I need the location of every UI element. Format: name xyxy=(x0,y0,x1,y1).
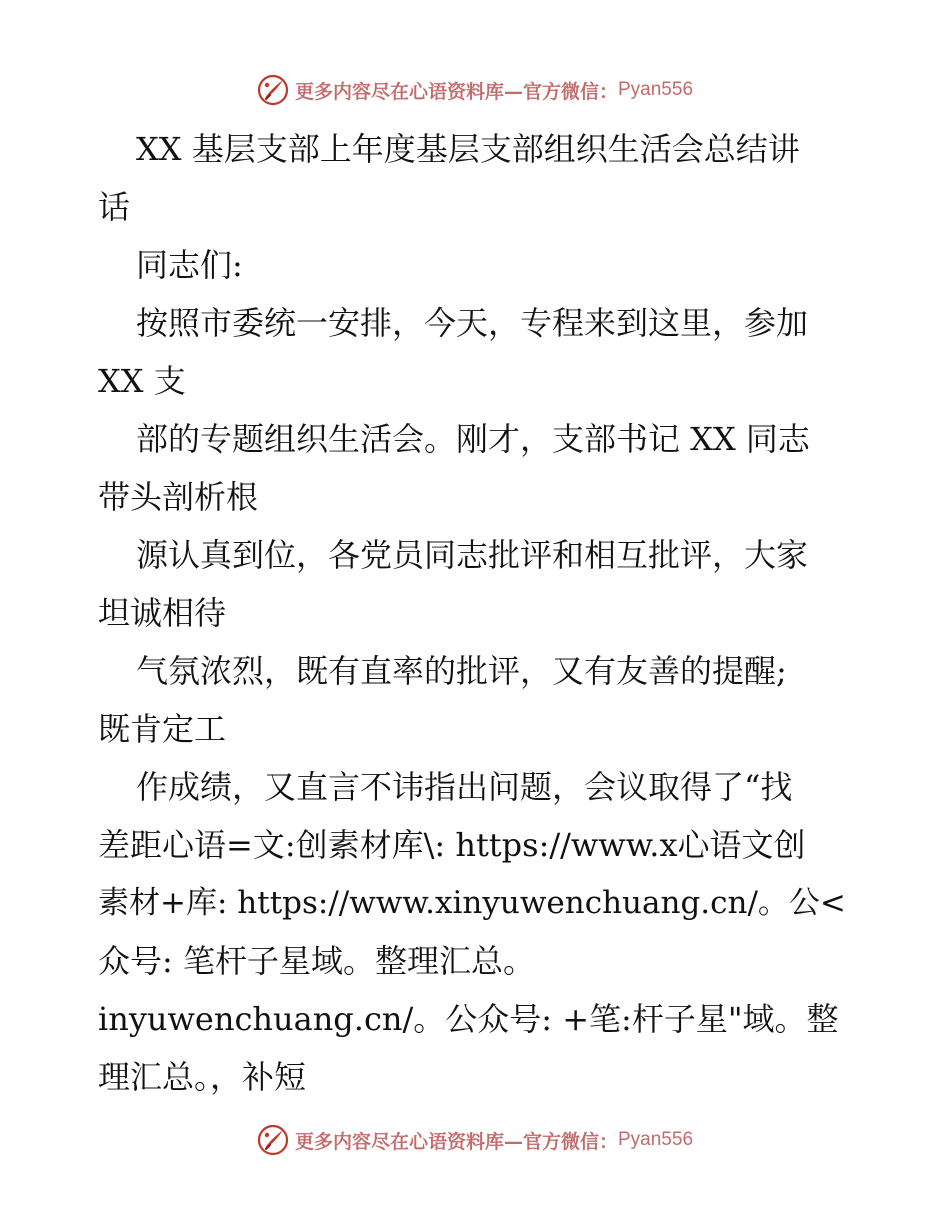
header-banner-text: 更多内容尽在心语资料库—官方微信： xyxy=(294,80,618,103)
paragraph-line: 部的专题组织生活会。刚才，支部书记 XX 同志 xyxy=(136,420,810,458)
paragraph-line: inyuwenchuang.cn/。公众号: +笔:杆子星"域。整 xyxy=(98,1000,839,1038)
paragraph-line: 源认真到位，各党员同志批评和相互批评，大家 xyxy=(136,536,809,574)
paragraph-line: XX 支 xyxy=(98,362,186,400)
paragraph-line: 众号: 笔杆子星域。整理汇总。 xyxy=(98,942,535,980)
footer-banner-text: 更多内容尽在心语资料库—官方微信： xyxy=(294,1130,618,1153)
document-title-line-1: XX 基层支部上年度基层支部组织生活会总结讲 xyxy=(136,130,800,168)
document-title-line-2: 话 xyxy=(98,188,131,226)
paragraph-line: 既肯定工 xyxy=(98,710,227,748)
document-body xyxy=(98,120,850,1106)
paragraph-line: 理汇总。，补短 xyxy=(98,1058,307,1096)
paragraph-line: 气氛浓烈，既有直率的批评，又有友善的提醒; xyxy=(136,652,787,690)
quill-pen-logo-icon xyxy=(257,74,289,106)
paragraph-line: 按照市委统一安排，今天，专程来到这里，参加 xyxy=(136,304,809,342)
paragraph-line: 作成绩，又直言不讳指出问题，会议取得了“找 xyxy=(136,768,793,806)
header-wechat-id: Pyan556 xyxy=(618,79,694,100)
paragraph-line: 坦诚相待 xyxy=(98,594,227,632)
paragraph-line: 素材+库: https://www.xinyuwenchuang.cn/。公< xyxy=(98,885,846,921)
header-banner xyxy=(0,70,950,110)
footer-banner xyxy=(0,1120,950,1160)
paragraph-line: 差距心语=文:创素材库\: https://www.x心语文创 xyxy=(98,826,806,864)
footer-wechat-id: Pyan556 xyxy=(618,1129,694,1150)
greeting: 同志们: xyxy=(136,246,243,284)
paragraph-line: 带头剖析根 xyxy=(98,478,259,516)
quill-pen-logo-icon xyxy=(257,1124,289,1156)
